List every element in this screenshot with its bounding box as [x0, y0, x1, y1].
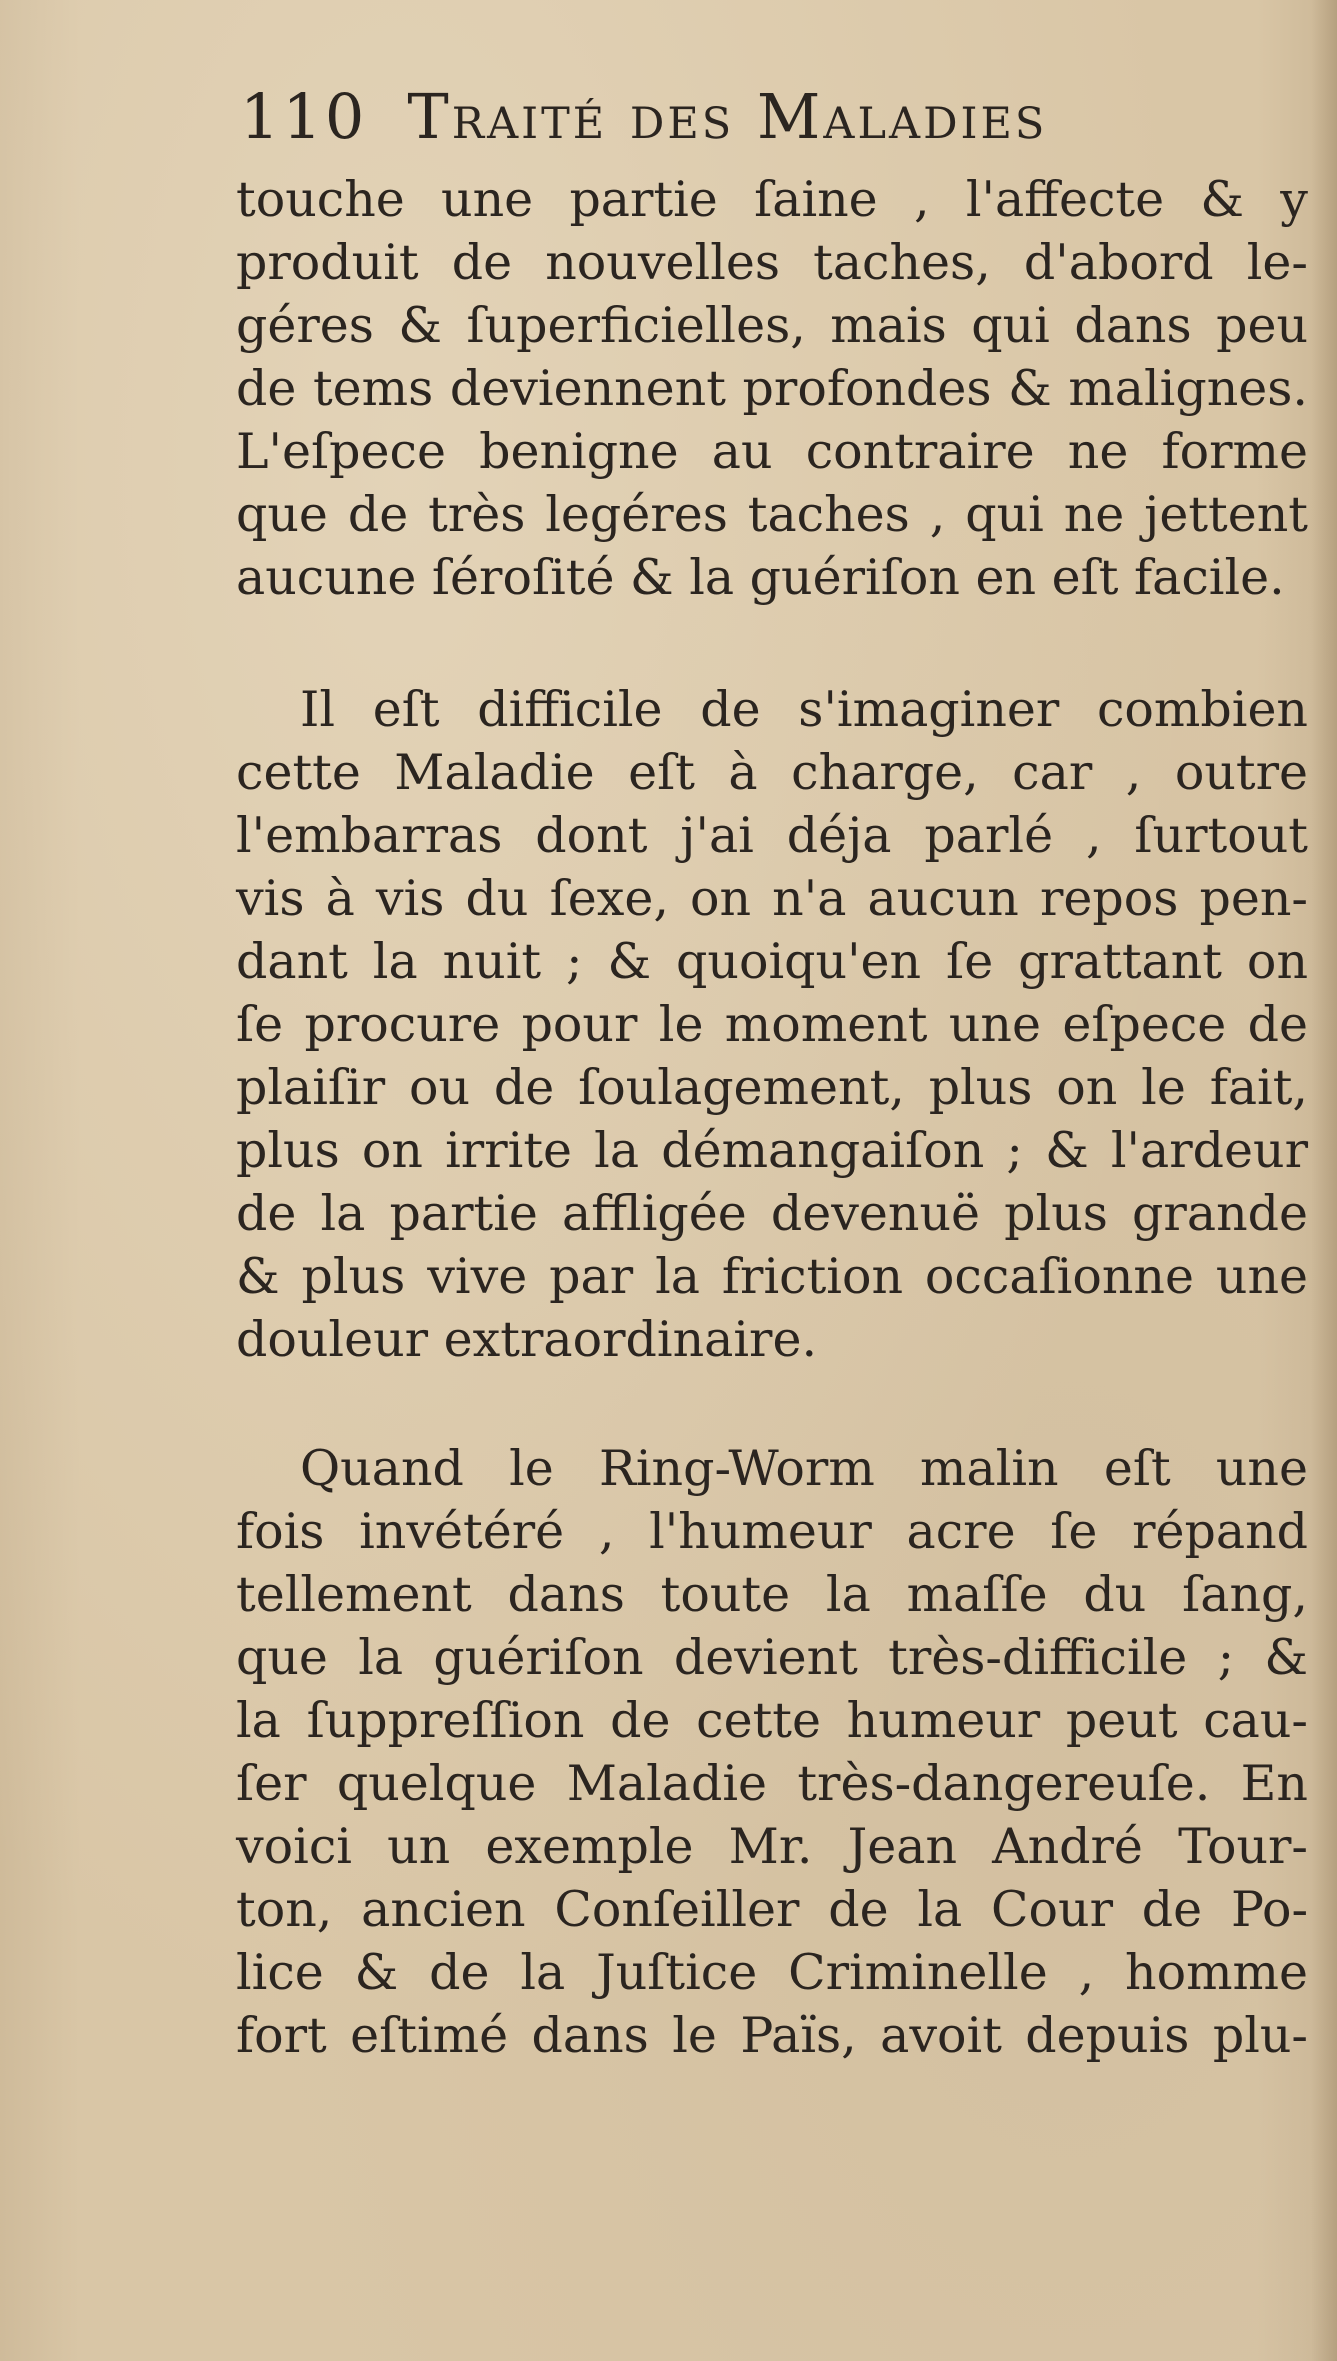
- text-line: douleur extraordinaire.: [236, 1311, 818, 1368]
- text-line: fort eſtimé dans le Païs, avoit depuis plu-: [236, 2007, 1308, 2064]
- text-line: fois invétéré , l'humeur acre ſe répand: [236, 1503, 1308, 1560]
- text-line: plus on irrite la démangaiſon ; & l'ardeur: [236, 1122, 1308, 1179]
- running-header: [240, 80, 1300, 160]
- text-line: que la guériſon devient très-difficile ; &: [236, 1629, 1308, 1686]
- paragraph-1: [236, 168, 1308, 609]
- text-line: touche une partie ſaine , l'affecte & y: [236, 171, 1308, 228]
- paragraph-3: [236, 1437, 1308, 2067]
- text-line: géres & ſuperficielles, mais qui dans peu: [236, 297, 1308, 354]
- text-line: tellement dans toute la maſſe du ſang,: [236, 1566, 1308, 1623]
- text-line: ſer quelque Maladie très-dangereuſe. En: [236, 1755, 1308, 1812]
- text-line: Il eſt difficile de s'imaginer combien: [300, 681, 1308, 738]
- text-line: vis à vis du ſexe, on n'a aucun repos pen-: [236, 870, 1308, 927]
- running-title: Traité des Maladies: [407, 80, 1048, 153]
- paragraph-2: [236, 678, 1308, 1371]
- text-line: la ſuppreſſion de cette humeur peut cau-: [236, 1692, 1308, 1749]
- text-line: de la partie affligée devenuë plus grande: [236, 1185, 1308, 1242]
- text-line: dant la nuit ; & quoiqu'en ſe grattant on: [236, 933, 1308, 990]
- text-line: & plus vive par la friction occaſionne une: [236, 1248, 1308, 1305]
- text-line: ſe procure pour le moment une eſpece de: [236, 996, 1308, 1053]
- text-line: Quand le Ring-Worm malin eſt une: [300, 1440, 1308, 1497]
- text-line: produit de nouvelles taches, d'abord le-: [236, 234, 1308, 291]
- text-line: cette Maladie eſt à charge, car , outre: [236, 744, 1308, 801]
- text-line: que de très legéres taches , qui ne jettent: [236, 486, 1308, 543]
- page-edge-shadow: [1311, 0, 1337, 2361]
- text-line: ton, ancien Conſeiller de la Cour de Po-: [236, 1881, 1308, 1938]
- page-number: 110: [240, 80, 368, 153]
- text-line: voici un exemple Mr. Jean André Tour-: [236, 1818, 1308, 1875]
- text-line: aucune ſéroſité & la guériſon en eſt facile.: [236, 549, 1285, 606]
- text-line: lice & de la Juſtice Criminelle , homme: [236, 1944, 1308, 2001]
- text-line: plaiſir ou de ſoulagement, plus on le fait,: [236, 1059, 1308, 1116]
- text-line: L'eſpece benigne au contraire ne forme: [236, 423, 1308, 480]
- text-line: l'embarras dont j'ai déja parlé , ſurtout: [236, 807, 1308, 864]
- text-line: de tems deviennent profondes & malignes.: [236, 360, 1308, 417]
